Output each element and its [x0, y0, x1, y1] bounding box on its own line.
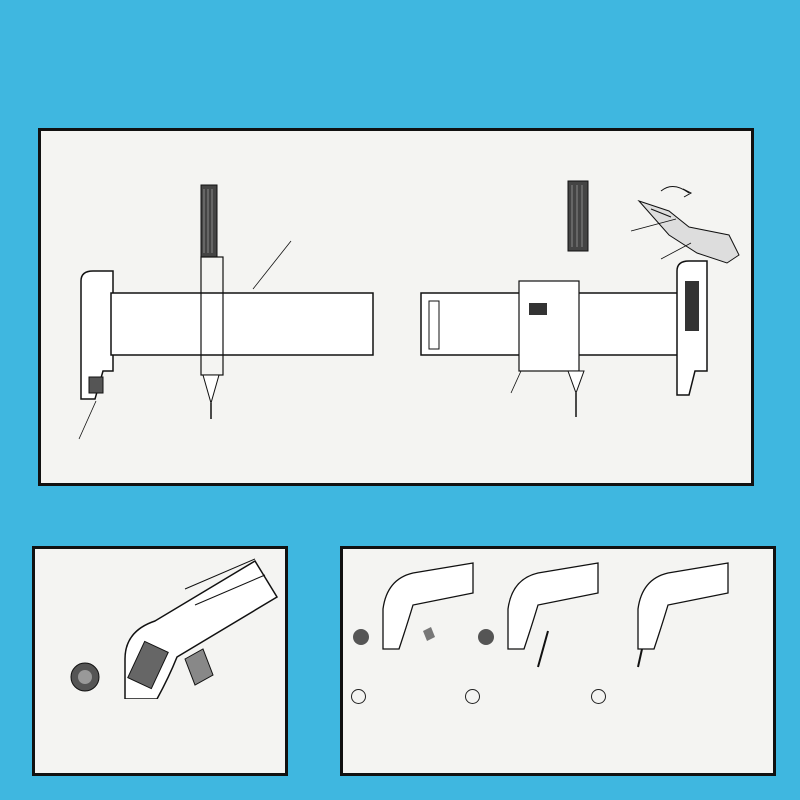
lead-step-1	[351, 689, 471, 723]
radius-scale	[119, 307, 369, 321]
step-number-3	[591, 689, 606, 704]
blade-change-panel	[32, 546, 288, 776]
lead-change-panel	[340, 546, 776, 776]
step-number-1	[351, 689, 366, 704]
lead-step-3	[591, 689, 771, 768]
overview-panel	[38, 128, 754, 486]
lead-step-2	[465, 689, 590, 738]
blade-change-illustration	[35, 549, 285, 699]
lead-change-illustrations	[343, 549, 773, 679]
step-number-2	[465, 689, 480, 704]
diameter-scale	[117, 331, 371, 345]
